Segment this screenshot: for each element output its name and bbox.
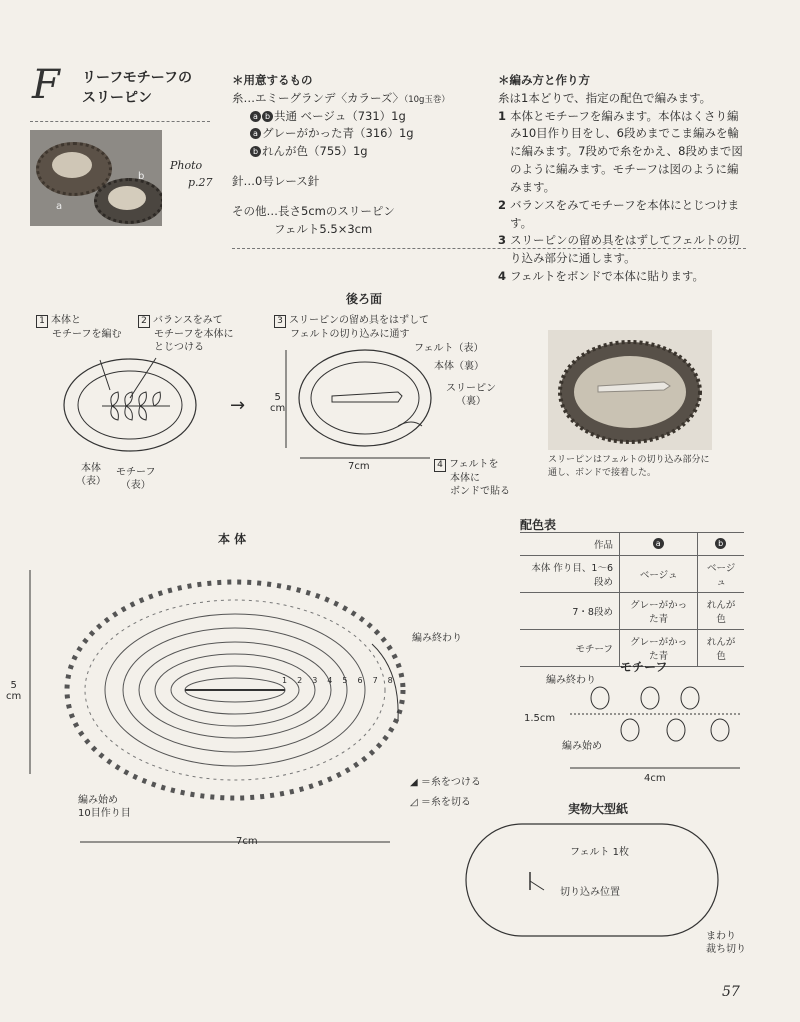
photo-mark-b: b: [138, 171, 145, 182]
yarn-line: 糸…エミーグランデ〈カラーズ〉（10g玉巻）: [232, 90, 450, 105]
felt-count-label: フェルト 1枚: [570, 847, 630, 858]
material-b: b れんが色（755）1g: [232, 143, 482, 161]
material-common: a b 共通 ベージュ（731）1g: [232, 108, 482, 126]
product-photo: [30, 130, 162, 226]
pin-back-label: スリーピン （裏）: [446, 383, 496, 407]
attach-arrow-icon: ◢: [410, 777, 418, 788]
body-back-label: 本体（裏）: [434, 361, 484, 372]
felt-front-label: フェルト（表）: [414, 343, 484, 354]
title-divider: [30, 121, 210, 122]
photo-caption: スリーピンはフェルトの切り込み部分に 通し、ボンドで接着した。: [548, 455, 710, 479]
step4-label: 4 フェルトを 本体に ボンドで貼る: [434, 458, 510, 498]
title-initial: F: [32, 62, 60, 108]
step1-label: 1 本体と モチーフを編む: [36, 314, 136, 341]
step3-label: 3 スリーピンの留め具をはずして フェルトの切り込みに通す: [274, 314, 464, 341]
row-numbers: 1 2 3 4 5 6 7 8: [282, 676, 393, 685]
motif-end-label: 編み終わり: [546, 675, 596, 686]
motif-crochet-chart: [560, 684, 750, 774]
method-step: 1 本体とモチーフを編みます。本体はくさり編み10目作り目をし、6段めまでこま編みを輪に編みます。7段めで糸をかえ、8段めまで図のように編みます。モチーフは図のように編みます。: [498, 108, 743, 194]
photo-mark-a: a: [56, 201, 63, 212]
method-intro: 糸は1本どりで、指定の配色で編みます。: [498, 90, 712, 105]
body-front-label: 本体 （表）: [76, 463, 106, 487]
cut-arrow-icon: ◿: [410, 797, 418, 808]
body-start-label: 編み始め 10目作り目: [78, 795, 131, 819]
material-a: a グレーがかった青（316）1g: [232, 125, 482, 143]
back-height-dim: 5 cm: [270, 392, 286, 414]
arrow-icon: →: [230, 395, 246, 416]
method-step: 3 スリーピンの留め具をはずしてフェルトの切り込み部分に通します。: [498, 233, 740, 266]
other-line-2: フェルト5.5×3cm: [274, 221, 373, 236]
finished-pin-photo: [548, 330, 712, 450]
body-height-dim: 5 cm: [6, 680, 22, 702]
table-row: モチーフ グレーがかった青 れんが色: [520, 630, 744, 667]
body-width-dim: 7cm: [236, 836, 258, 847]
back-side-title: 後ろ面: [346, 292, 383, 306]
motif-front-label: モチーフ （表）: [116, 467, 156, 491]
color-table: [520, 532, 744, 667]
finished-photo: [548, 330, 712, 450]
slit-position-label: 切り込み位置: [560, 887, 620, 898]
front-assembly-drawing: [60, 350, 200, 460]
felt-a: [52, 152, 92, 178]
legend-attach: ◢ ＝糸をつける: [410, 777, 481, 788]
color-table-title: 配色表: [520, 518, 557, 532]
header-divider: [232, 248, 746, 249]
page-number: 57: [722, 984, 740, 1000]
edge-cut-label: まわり 裁ち切り: [706, 931, 746, 955]
photo-reference: Photo p.27: [170, 159, 213, 189]
method-heading: ＊編み方と作り方: [498, 73, 590, 87]
materials-block: [232, 72, 482, 239]
back-assembly-drawing: [280, 340, 440, 462]
motif-width-dim: 4cm: [644, 773, 666, 784]
body-chart-title: 本 体: [218, 532, 247, 546]
table-row: 本体 作り目、1〜6段め ベージュ ベージュ: [520, 556, 744, 593]
motif-height-dim: 1.5cm: [524, 713, 556, 724]
back-width-dim: 7cm: [348, 461, 370, 472]
method-step: 2 バランスをみてモチーフを本体にとじつけます。: [498, 197, 740, 230]
materials-heading: ＊用意するもの: [232, 73, 313, 87]
felt-pattern: [460, 818, 730, 948]
method-step: 4 フェルトをボンドで本体に貼ります。: [498, 268, 705, 283]
table-row: 7・8段め グレーがかった青 れんが色: [520, 593, 744, 630]
pattern-title: 実物大型紙: [568, 802, 629, 816]
needle-line: 針…0号レース針: [232, 174, 320, 189]
method-block: [498, 72, 746, 286]
step2-label: 2 バランスをみて モチーフを本体に とじつける: [138, 314, 248, 354]
legend-cut: ◿ ＝糸を切る: [410, 797, 471, 808]
felt-b: [108, 186, 146, 210]
other-line-1: その他…長さ5cmのスリーピン: [232, 203, 395, 218]
page-title: リーフモチーフの スリーピン: [82, 70, 193, 107]
table-row: 作品 a b: [520, 533, 744, 556]
section-title: [30, 56, 210, 116]
motif-chart-title: モチーフ: [620, 660, 668, 674]
motif-start-label: 編み始め: [562, 741, 602, 752]
body-end-label: 編み終わり: [412, 633, 462, 644]
